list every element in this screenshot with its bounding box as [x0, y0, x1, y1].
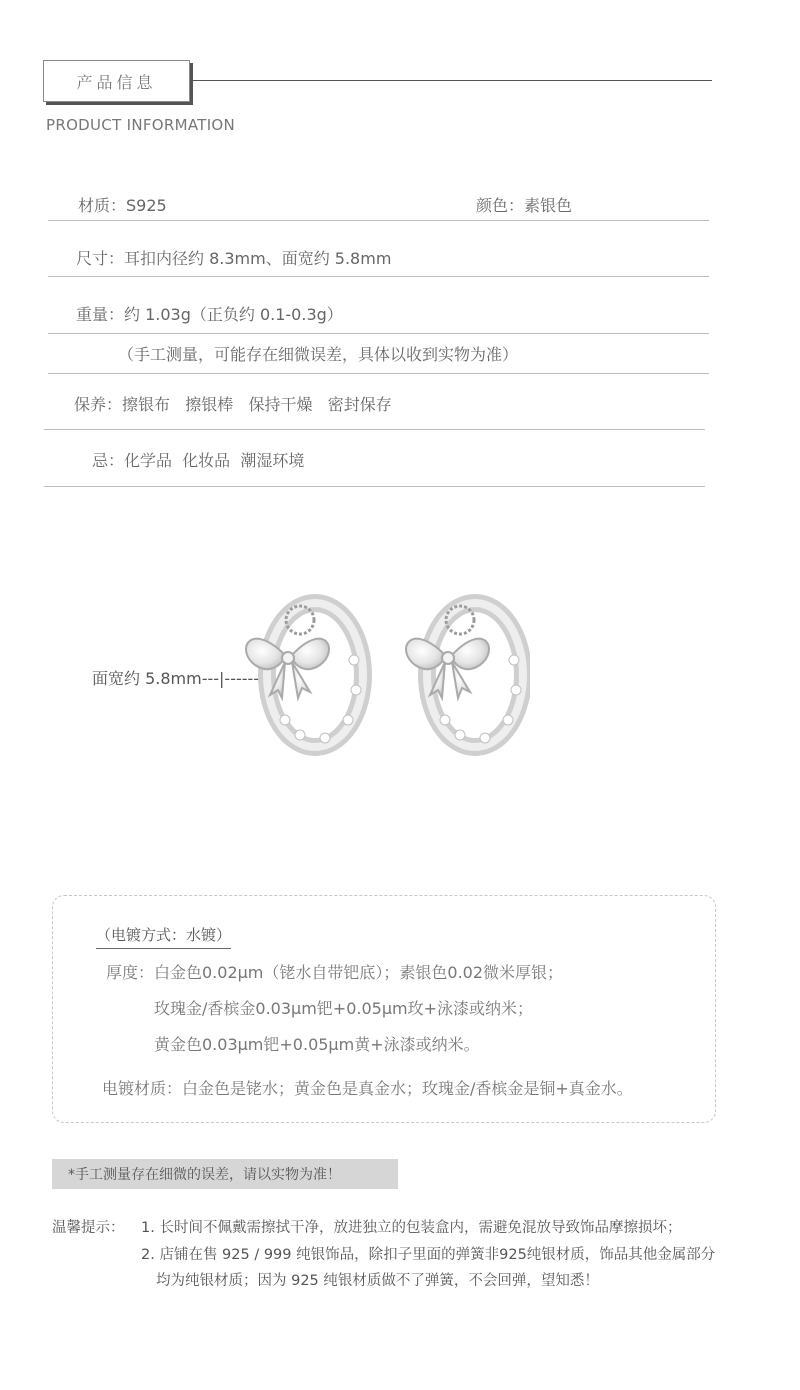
measurement-note: [52, 1159, 398, 1189]
plating-thickness-1: 厚度：白金色0.02μm（铑水自带钯底）；素银色0.02微米厚银；: [106, 963, 564, 982]
plating-thickness-2: 玫瑰金/香槟金0.03μm钯+0.05μm玫+泳漆或纳米；: [154, 999, 533, 1018]
spec-weight: 重量：约 1.03g（正负约 0.1-0.3g）: [76, 305, 343, 324]
section-subtitle: PRODUCT INFORMATION: [46, 116, 236, 134]
spec-care: 保养：擦银布 擦银棒 保持干燥 密封保存: [74, 395, 392, 414]
spec-divider: [48, 333, 709, 334]
spec-weight-note: （手工测量，可能存在细微误差，具体以收到实物为准）: [118, 345, 519, 364]
left-earring: [246, 603, 363, 747]
right-earring: [406, 603, 523, 747]
spec-divider: [44, 486, 705, 487]
section-title-box: [43, 60, 190, 102]
tips-item-1: 1. 长时间不佩戴需擦拭干净，放进独立的包装盒内，需避免混放导致饰品摩擦损坏；: [141, 1220, 682, 1236]
product-image: [230, 580, 530, 760]
spec-color: 颜色：素银色: [476, 196, 573, 215]
spec-avoid: 忌：化学品 化妆品 潮湿环境: [92, 451, 305, 470]
plating-thickness-3: 黄金色0.03μm钯+0.05μm黄+泳漆或纳米。: [154, 1035, 480, 1054]
dimension-label: 面宽约 5.8mm---|---------: [92, 669, 277, 688]
plating-materials: 电镀材质：白金色是铑水；黄金色是真金水；玫瑰金/香槟金是铜+真金水。: [102, 1079, 633, 1098]
plating-heading: （电镀方式：水镀）: [96, 924, 231, 949]
spec-divider: [48, 220, 709, 221]
title-divider: [192, 80, 712, 81]
section-title: 产品信息: [76, 72, 157, 92]
measurement-note-text: *手工测量存在细微的误差，请以实物为准！: [68, 1167, 341, 1183]
spec-size: 尺寸：耳扣内径约 8.3mm、面宽约 5.8mm: [76, 249, 392, 268]
tips-item-2: 2. 店铺在售 925 / 999 纯银饰品，除扣子里面的弹簧非925纯银材质，饰品其他金属部分: [141, 1247, 716, 1263]
spec-divider: [44, 429, 705, 430]
spec-divider: [48, 373, 709, 374]
tips-label: 温馨提示：: [52, 1220, 125, 1236]
spec-material: 材质：S925: [78, 196, 167, 215]
spec-divider: [48, 276, 709, 277]
tips-item-2-cont: 均为纯银材质；因为 925 纯银材质做不了弹簧，不会回弹，望知悉！: [156, 1273, 599, 1289]
